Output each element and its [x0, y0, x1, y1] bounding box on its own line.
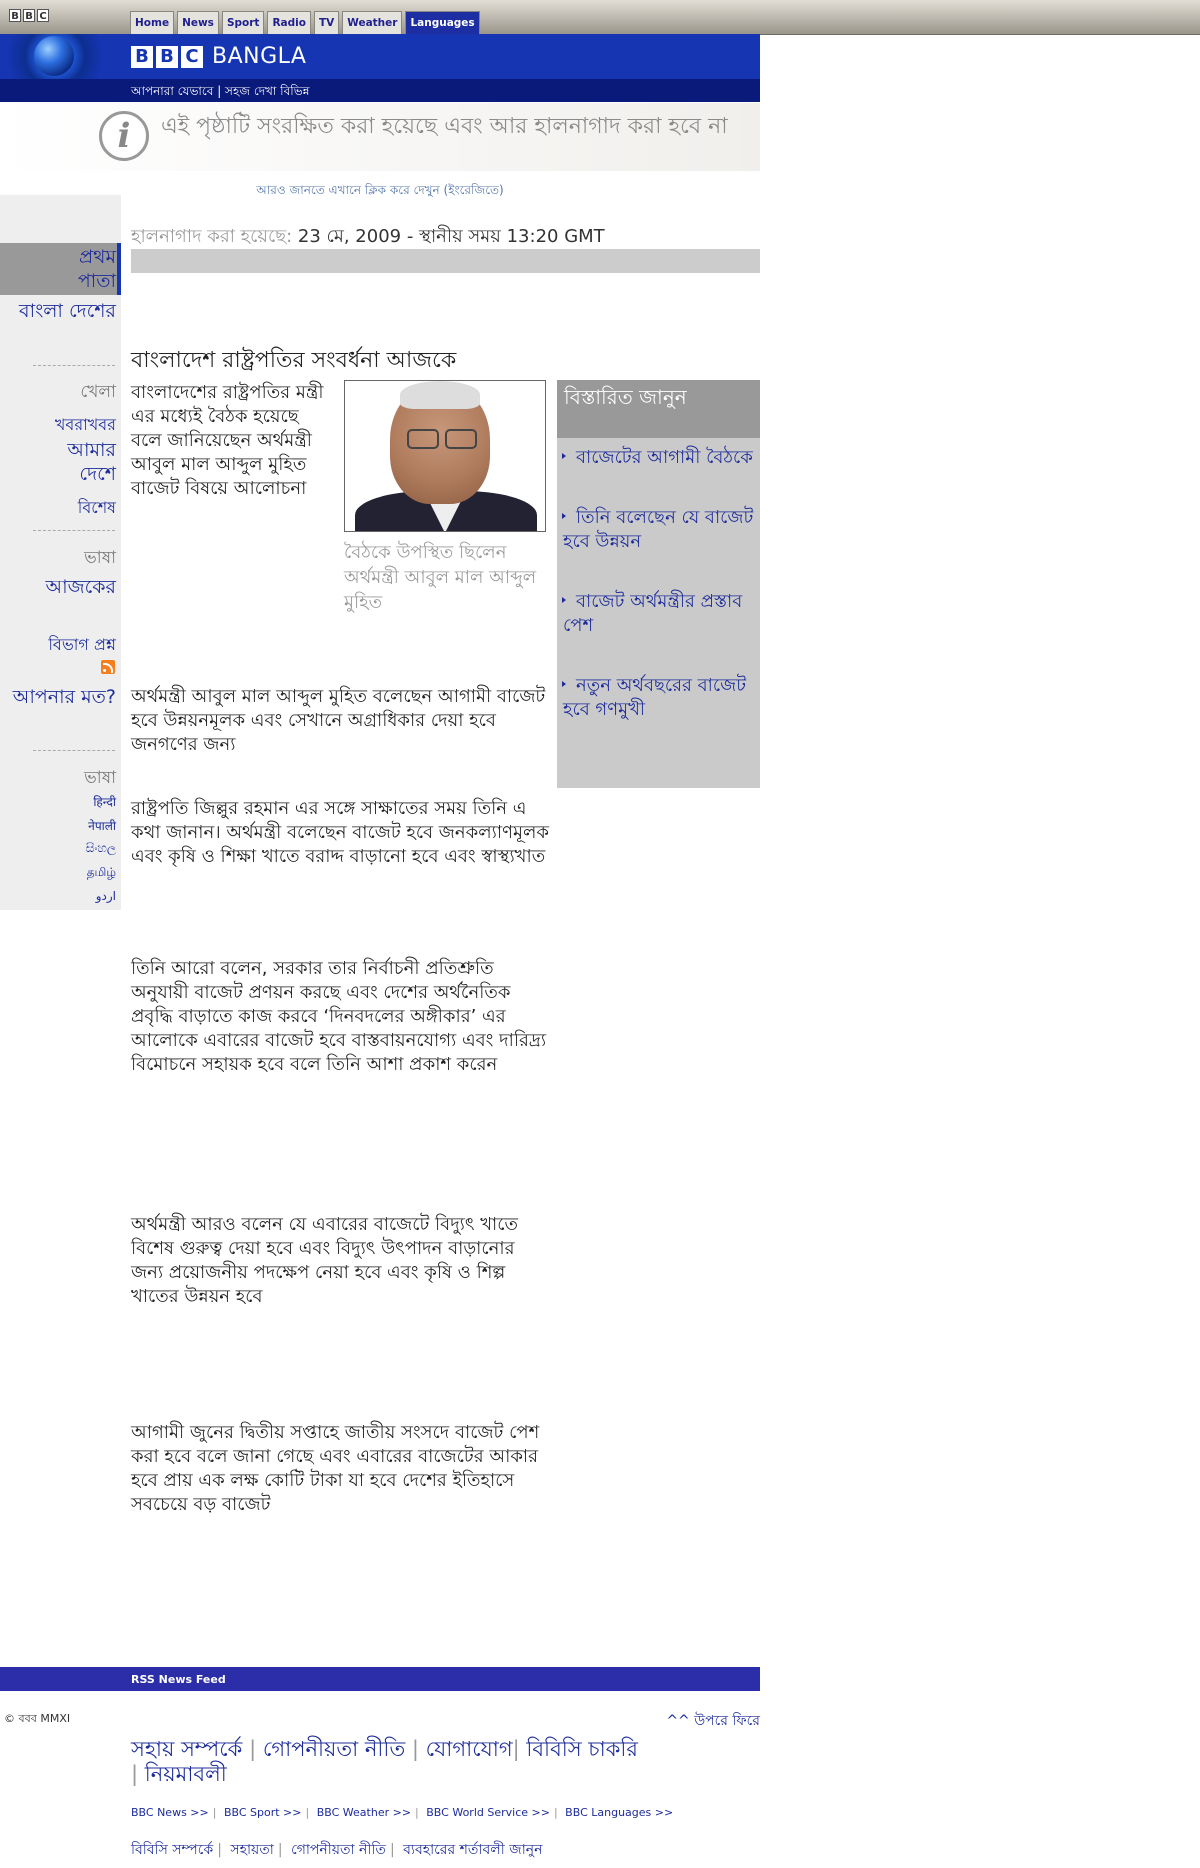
- back-to-top-link[interactable]: ^^ উপরে ফিরে: [666, 1713, 760, 1729]
- brand-letter: B: [156, 46, 178, 68]
- photo-caption: বৈঠকে উপস্থিত ছিলেন অর্থমন্ত্রী আবুল মাল আব্দুল মুহিত: [344, 542, 537, 613]
- photo-glasses: [445, 429, 477, 449]
- globe-icon: [34, 36, 74, 76]
- footer-bbc-news-link[interactable]: BBC News >>: [131, 1806, 209, 1819]
- left-nav-item[interactable]: খবরাখবর: [54, 415, 116, 434]
- photo-hair: [400, 381, 480, 409]
- tab-weather[interactable]: Weather: [342, 11, 402, 35]
- left-nav-item[interactable]: আমার দেশে: [67, 439, 116, 485]
- left-nav-item[interactable]: বাংলা দেশের: [19, 300, 116, 322]
- tab-news[interactable]: News: [177, 11, 219, 35]
- sub-nav: [0, 79, 760, 102]
- divider: [33, 365, 115, 366]
- tab-tv[interactable]: TV: [314, 11, 339, 35]
- globe-image: [0, 34, 125, 79]
- related-box: [557, 380, 760, 788]
- info-icon: i: [99, 111, 149, 161]
- left-nav-item[interactable]: আজকের: [45, 576, 116, 598]
- related-link[interactable]: বাজেট অর্থমন্ত্রীর প্রস্তাব পেশ: [563, 590, 755, 638]
- tab-sport[interactable]: Sport: [222, 11, 265, 35]
- date-label: হালনাগাদ করা হয়েছে:: [131, 226, 293, 247]
- date-value: 23 মে, 2009 - স্থানীয় সময় 13:20 GMT: [297, 226, 605, 247]
- lang-hindi[interactable]: हिन्दी: [93, 795, 116, 809]
- photo-glasses: [407, 429, 439, 449]
- sub-nav-text[interactable]: আপনারা যেভাবে | সহজ দেখা বিভিন্ন: [131, 84, 310, 98]
- left-nav: [0, 195, 121, 910]
- notice-link[interactable]: আরও জানতে এখানে ক্লিক করে দেখুন (ইংরেজিতে): [256, 183, 504, 197]
- article-headline: বাংলাদেশ রাষ্ট্রপতির সংবর্ধনা আজকে: [131, 348, 457, 373]
- top-bar: [0, 0, 1200, 35]
- related-heading: বিস্তারিত জানুন: [557, 380, 760, 438]
- footer-link[interactable]: গোপনীয়তা নীতি: [291, 1842, 386, 1858]
- brand-letter: C: [181, 46, 203, 68]
- lang-sinhala[interactable]: සිංහල: [85, 841, 116, 855]
- notice-text: এই পৃষ্ঠাটি সংরক্ষিত করা হয়েছে এবং আর হালনাগাদ করা হবে না: [161, 114, 728, 139]
- bbc-bangla-logo[interactable]: [131, 44, 306, 69]
- article-paragraph: অর্থমন্ত্রী আবুল মাল আব্দুল মুহিত বলেছেন আগামী বাজেট হবে উন্নয়নমূলক এবং সেখানে অগ্রাধিকার দেয়া হবে জনগণের জন্য: [131, 686, 546, 755]
- footer-link[interactable]: নিয়মাবলী: [144, 1762, 227, 1786]
- left-nav-item-home[interactable]: প্রথম পাতা: [77, 246, 116, 292]
- logo-letter: B: [9, 9, 21, 22]
- article-paragraph: তিনি আরো বলেন, সরকার তার নির্বাচনী প্রতিশ্রুতি অনুযায়ী বাজেট প্রণয়ন করছে এবং দেশের অর্থনৈতিক প্রবৃদ্ধি বাড়াতে কাজ করবে ‘দিনবদলের অঙ্গীকার’ এর আলোকে এবারের বাজেট হবে বাস্তবায়নযোগ্য এবং দারিদ্র্য বিমোচনে সহায়ক হবে বলে তিনি আশা প্রকাশ করেন: [131, 958, 547, 1075]
- article-paragraph: আগামী জুনের দ্বিতীয় সপ্তাহে জাতীয় সংসদে বাজেট পেশ করা হবে বলে জানা গেছে এবং এবারের বাজেটের আকার হবে প্রায় এক লক্ষ কোটি টাকা যা হবে দেশের ইতিহাসে সবচেয়ে বড় বাজেট: [131, 1422, 540, 1515]
- left-nav-heading: খেলা: [80, 382, 116, 402]
- grey-bar: [131, 249, 760, 273]
- footer-link[interactable]: ব্যবহারের শর্তাবলী জানুন: [403, 1842, 543, 1858]
- tab-home[interactable]: Home: [130, 11, 174, 35]
- footer-bbc-links: BBC News >> | BBC Sport >> | BBC Weather >> | BBC World Service >> | BBC Languages >>: [131, 1806, 674, 1819]
- bbc-logo-small[interactable]: [9, 9, 49, 22]
- footer-world-service-link[interactable]: BBC World Service >>: [426, 1806, 550, 1819]
- related-link[interactable]: তিনি বলেছেন যে বাজেট হবে উন্নয়ন: [563, 507, 754, 552]
- left-nav-heading: ভাষা: [84, 548, 116, 568]
- rss-icon[interactable]: [101, 660, 115, 674]
- left-nav-item[interactable]: বিভাগ প্রশ্ন: [48, 635, 116, 654]
- lang-tamil[interactable]: தமிழ்: [86, 865, 116, 879]
- brand-word: BANGLA: [212, 44, 307, 69]
- tab-languages[interactable]: Languages: [405, 11, 479, 35]
- lang-nepali[interactable]: नेपाली: [88, 819, 116, 833]
- footer-link[interactable]: বিবিসি চাকরি: [526, 1737, 638, 1761]
- related-link[interactable]: বাজেটের আগামী বৈঠকে: [563, 446, 755, 470]
- footer-link[interactable]: গোপনীয়তা নীতি: [262, 1737, 406, 1761]
- logo-letter: C: [37, 9, 49, 22]
- footer-link[interactable]: বিবিসি সম্পর্কে: [131, 1842, 214, 1858]
- article-lead: বাংলাদেশের রাষ্ট্রপতির মন্ত্রী এর মধ্যেই বৈঠক হয়েছে বলে জানিয়েছেন অর্থমন্ত্রী আবুল মাল আব্দুল মুহিত বাজেট বিষয়ে আলোচনা: [131, 382, 324, 499]
- masthead: [0, 34, 760, 79]
- article-paragraph: অর্থমন্ত্রী আরও বলেন যে এবারের বাজেটে বিদ্যুৎ খাতে বিশেষ গুরুত্ব দেয়া হবে এবং বিদ্যুৎ উৎপাদন বাড়ানোর জন্য প্রয়োজনীয় পদক্ষেপ নেয়া হবে এবং কৃষি ও শিল্প খাতের উন্নয়ন হবে: [131, 1214, 518, 1307]
- top-tabs: [130, 11, 480, 35]
- copyright: © ববব MMXI: [4, 1712, 71, 1725]
- rss-feed-link[interactable]: RSS News Feed: [131, 1673, 226, 1686]
- logo-letter: B: [23, 9, 35, 22]
- lang-urdu[interactable]: اردو: [95, 889, 116, 903]
- divider: [33, 530, 115, 531]
- footer-link[interactable]: সহায় সম্পর্কে: [131, 1737, 243, 1761]
- archive-notice: [0, 103, 760, 171]
- left-nav-item[interactable]: বিশেষ: [77, 498, 116, 517]
- footer-link[interactable]: সহায়তা: [230, 1842, 274, 1858]
- article-paragraph: রাষ্ট্রপতি জিল্লুর রহমান এর সঙ্গে সাক্ষাতের সময় তিনি এ কথা জানান। অর্থমন্ত্রী বলেছেন বাজেট হবে জনকল্যাণমূলক এবং কৃষি ও শিক্ষা খাতে বরাদ্দ বাড়ানো হবে এবং স্বাস্থ্যখাত: [131, 798, 549, 867]
- left-nav-item[interactable]: আপনার মত?: [12, 686, 116, 708]
- footer-bbc-weather-link[interactable]: BBC Weather >>: [316, 1806, 412, 1819]
- footer-link[interactable]: যোগাযোগ: [425, 1737, 513, 1761]
- article-photo: [344, 380, 546, 532]
- rss-bar: [0, 1667, 760, 1691]
- tab-radio[interactable]: Radio: [267, 11, 311, 35]
- brand-letter: B: [131, 46, 153, 68]
- left-nav-heading: ভাষা: [84, 768, 116, 788]
- footer-bbc-languages-link[interactable]: BBC Languages >>: [565, 1806, 674, 1819]
- related-link[interactable]: নতুন অর্থবছরের বাজেট হবে গণমুখী: [563, 674, 755, 722]
- divider: [33, 750, 115, 751]
- footer-main-links: সহায় সম্পর্কে | গোপনীয়তা নীতি | যোগাযোগ| বিবিসি চাকরি | নিয়মাবলী: [131, 1737, 638, 1786]
- footer-last-links: বিবিসি সম্পর্কে | সহায়তা | গোপনীয়তা নীতি | ব্যবহারের শর্তাবলী জানুন: [131, 1842, 543, 1858]
- footer-bbc-sport-link[interactable]: BBC Sport >>: [223, 1806, 302, 1819]
